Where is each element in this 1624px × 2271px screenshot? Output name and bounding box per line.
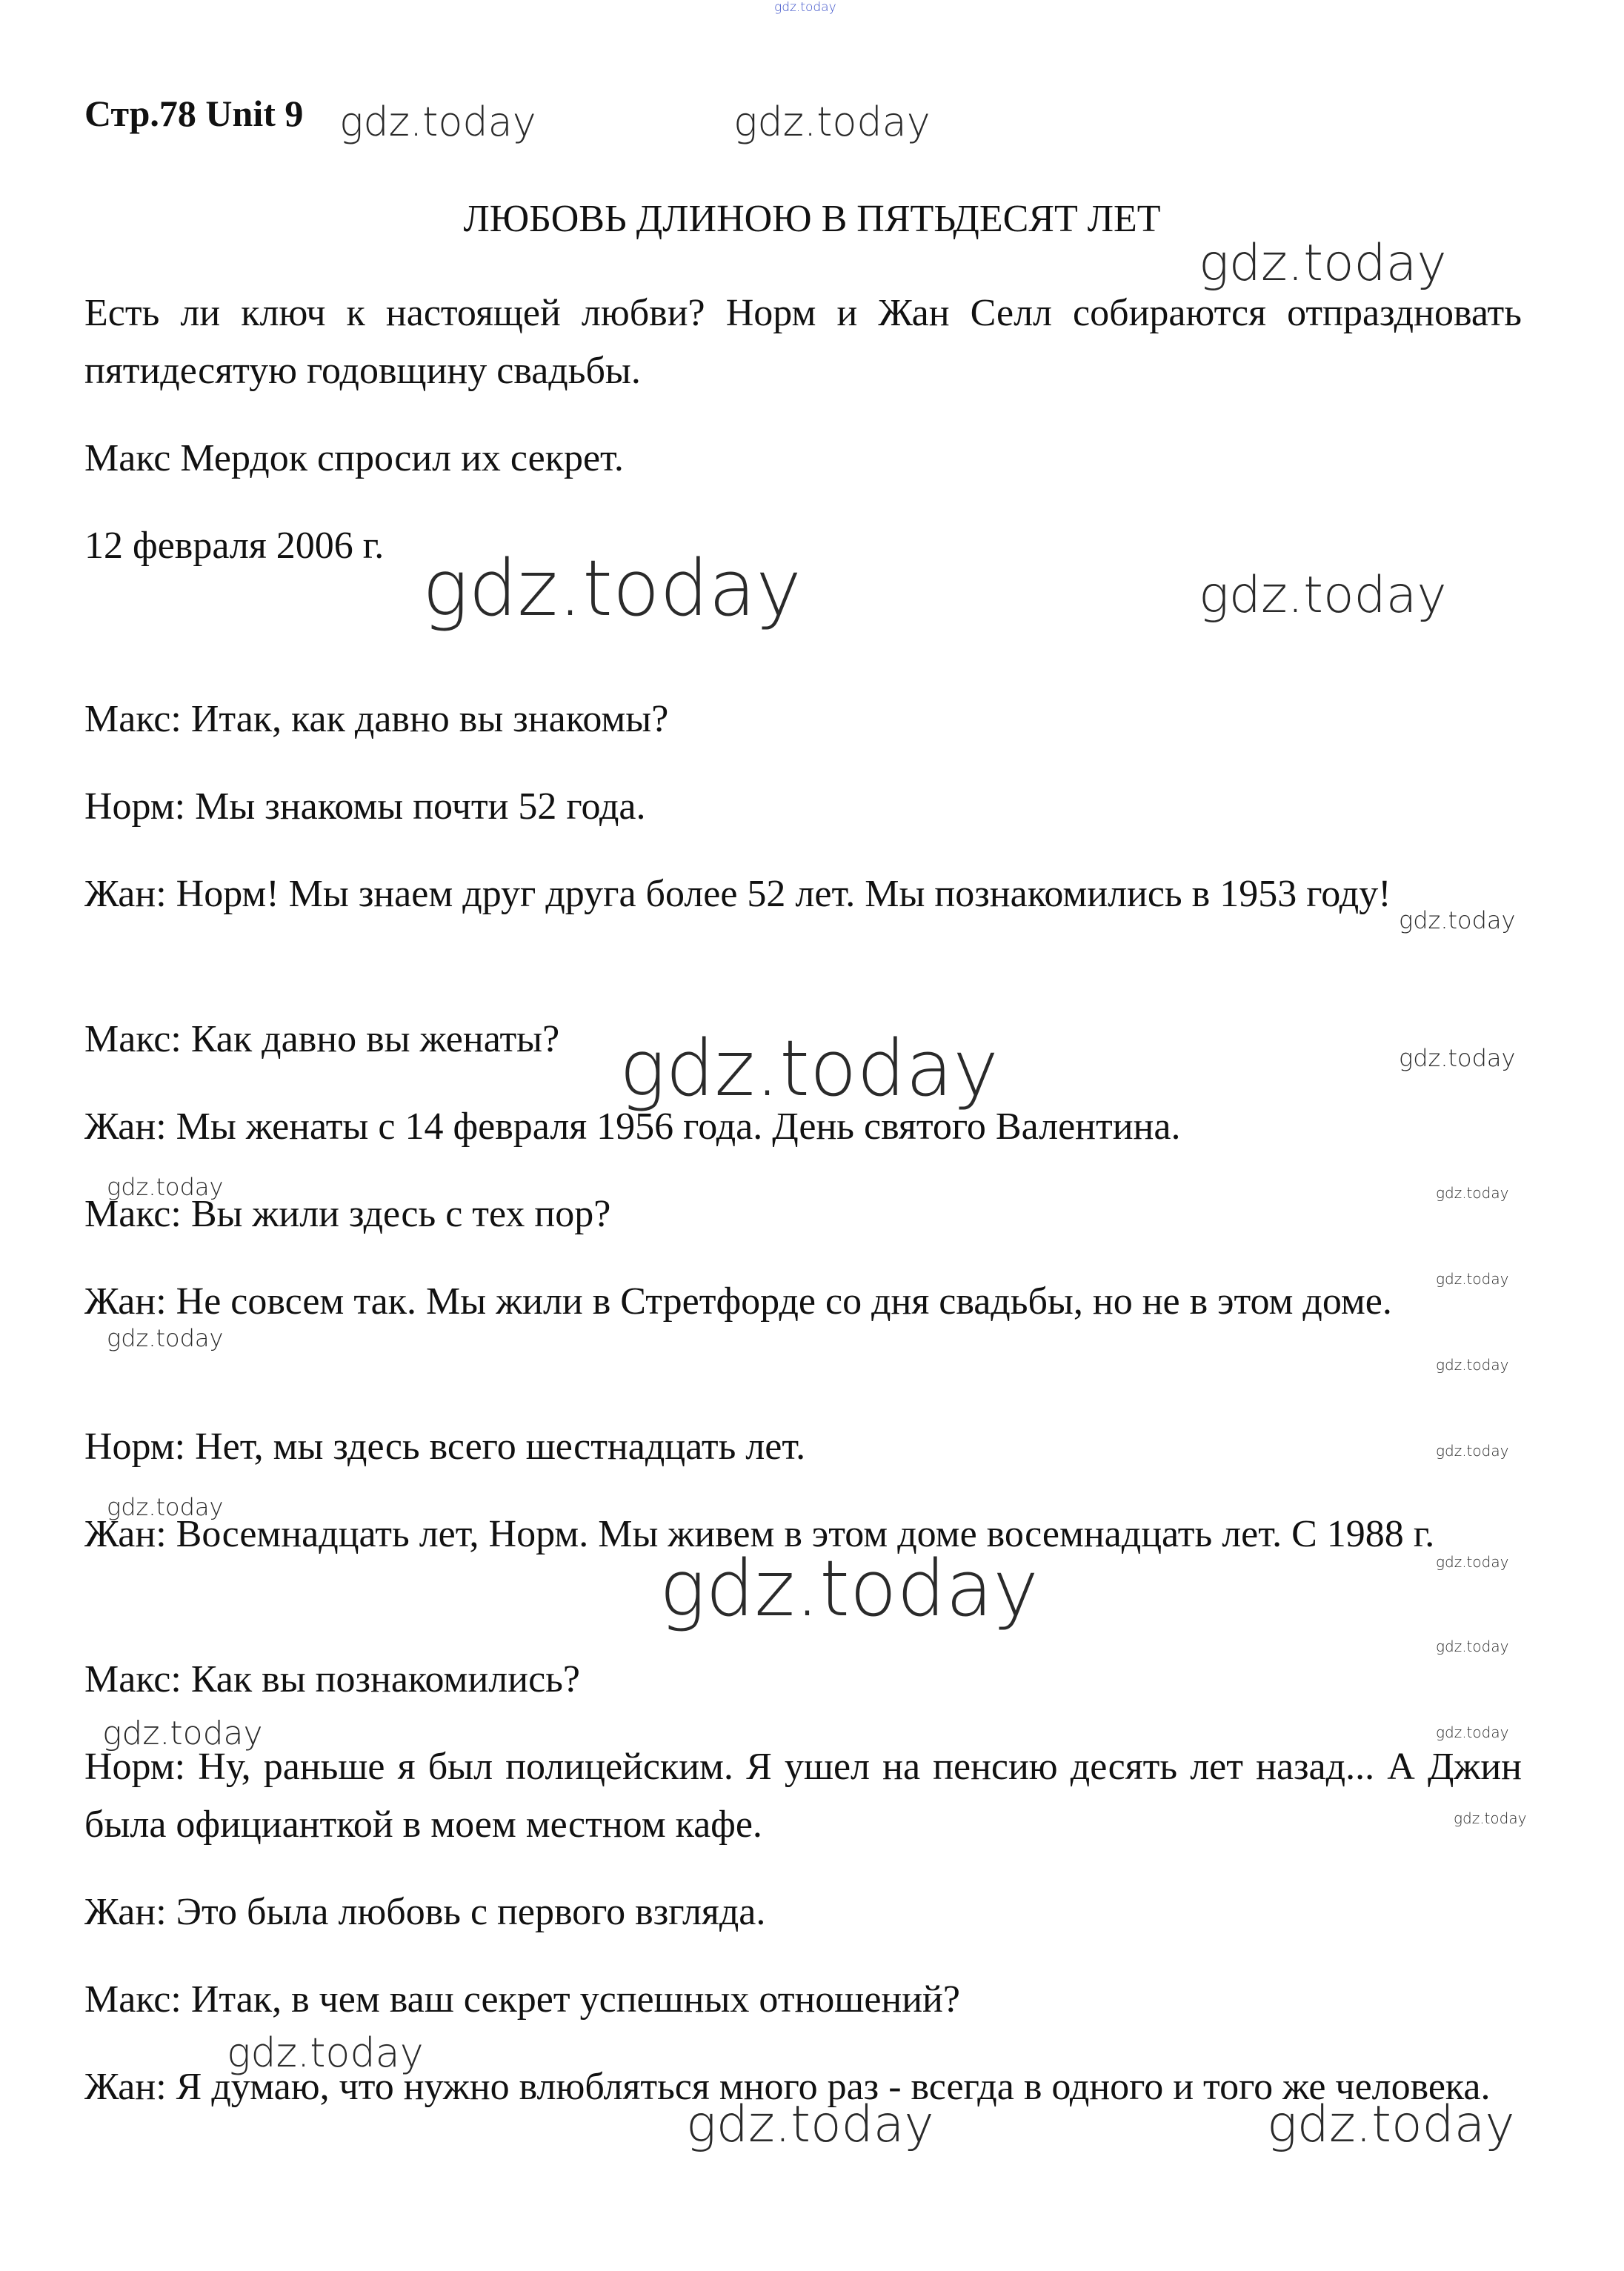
dialogue-line: Жан: Норм! Мы знаем друг друга более 52 лет. Мы познакомились в 1953 году! [84,873,1391,915]
watermark: gdz.today [1199,566,1447,625]
watermark: gdz.today [107,1493,224,1521]
watermark: gdz.today [1436,1184,1509,1202]
dialogue-line: Жан: Восемнадцать лет, Норм. Мы живем в этом доме восемнадцать лет. С 1988 г. [84,1513,1435,1555]
watermark: gdz.today [102,1715,263,1752]
dialogue-line: Макс: Итак, как давно вы знакомы? [84,698,669,740]
watermark: gdz.today [733,99,931,145]
watermark: gdz.today [619,1023,999,1114]
watermark: gdz.today [339,99,536,145]
dialogue-line: Норм: Нет, мы здесь всего шестнадцать лет. [84,1426,806,1468]
intro-byline: Макс Мердок спросил их секрет. [84,437,624,479]
document-title: ЛЮБОВЬ ДЛИНОЮ В ПЯТЬДЕСЯТ ЛЕТ [463,198,1161,240]
dialogue-line: Макс: Как вы познакомились? [84,1658,580,1700]
watermark: gdz.today [1267,2095,1515,2154]
watermark: gdz.today [774,0,836,15]
dialogue-line: Норм: Ну, раньше я был полицейским. Я ушел на пенсию десять лет назад... А Джин была официанткой в моем местном кафе. [84,1746,1522,1846]
watermark: gdz.today [1436,1637,1509,1655]
watermark: gdz.today [1399,1044,1516,1072]
watermark: gdz.today [1399,906,1516,934]
watermark: gdz.today [1436,1356,1509,1374]
watermark: gdz.today [1436,1270,1509,1288]
intro-paragraph: Есть ли ключ к настоящей любви? Норм и Жан Селл собираются отпраздновать пятидесятую годовщину свадьбы. [84,292,1522,392]
dialogue-line: Жан: Не совсем так. Мы жили в Стретфорде со дня свадьбы, но не в этом доме. [84,1280,1392,1323]
watermark: gdz.today [227,2029,424,2076]
dialogue-line: Макс: Как давно вы женаты? [84,1018,560,1060]
dialogue-line: Жан: Мы женаты с 14 февраля 1956 года. День святого Валентина. [84,1105,1181,1148]
article-date: 12 февраля 2006 г. [84,525,385,567]
watermark: gdz.today [659,1543,1039,1634]
dialogue-line: Макс: Итак, в чем ваш секрет успешных отношений? [84,1978,960,2021]
watermark: gdz.today [1199,234,1447,293]
dialogue-line: Макс: Вы жили здесь с тех пор? [84,1193,611,1235]
watermark: gdz.today [1436,1442,1509,1460]
dialogue-line: Норм: Мы знакомы почти 52 года. [84,785,646,828]
dialogue-line: Жан: Я думаю, что нужно влюбляться много раз - всегда в одного и того же человека. [84,2066,1491,2108]
watermark: gdz.today [422,543,802,634]
watermark: gdz.today [107,1324,224,1352]
watermark: gdz.today [1436,1553,1509,1571]
watermark: gdz.today [686,2095,934,2154]
watermark: gdz.today [1436,1723,1509,1741]
page-reference: Стр.78 Unit 9 [84,93,304,134]
dialogue-line: Жан: Это была любовь с первого взгляда. [84,1891,766,1933]
watermark: gdz.today [107,1173,224,1201]
watermark: gdz.today [1454,1809,1527,1827]
